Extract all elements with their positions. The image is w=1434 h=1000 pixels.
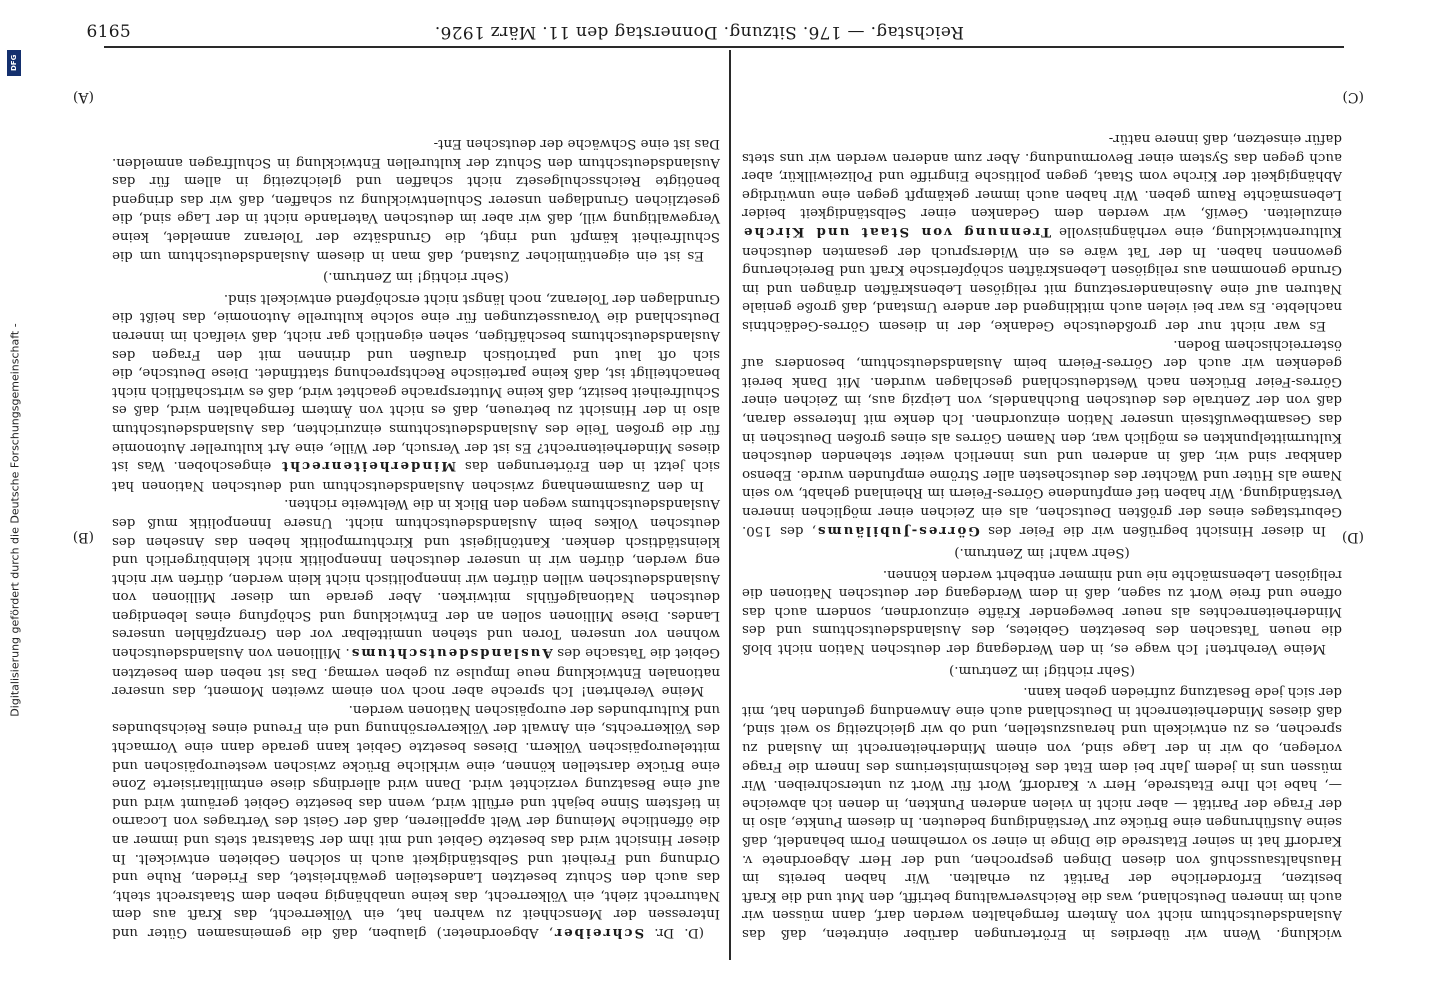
right-paragraph-4 bbox=[742, 128, 1342, 334]
right-column bbox=[742, 58, 1342, 942]
left-paragraph-2-text: Meine Verehrten! Ich spreche aber noch von einem zweiten Moment, das unserer nationalen Entwicklung neue Impulse zu geben vermag. Das ist neben dem besetzten Gebiet die Tatsache des bbox=[112, 645, 720, 699]
keyword-goerres-jubilaeum: Görres-Jubiläums bbox=[815, 522, 980, 539]
right-paragraph-3-rest: , des 150. Geburtstages eines der größten Deutschen, als ein Zeichen einer möglichen inneren Verständigung. Wir haben tief empfundene Görres-Feiern im Rheinland gehabt, wo sein Name als Hüter und Wächter des deutschesten aller Ströme empfunden wurde. Ebenso dankbar sind wir, daß in anderen und uns innerlich weiter stehenden deutschen Kulturmittelpunkten es möglich war, den Namen Görres als eines großen Deutschen in das Gesamtbewußtsein unserer Nation einzuordnen. Ich denke mit Interesse daran, daß von der Zentrale des deutschen Buchhandels, von Leipzig aus, im Zeichen einer Görres-Feier Brücken nach Westdeutschland geschlagen wurden. Mit Dank bereit gedenken wir auch der Görres-Feiern beim Auslandsdeutschtum, besonders auf österreichischem Boden. bbox=[742, 336, 1342, 538]
speaker-prefix: (D. Dr. bbox=[644, 925, 704, 940]
margin-letter-c: (C) bbox=[1342, 89, 1364, 105]
right-paragraph-3-text: In dieser Hinsicht begrüßen wir die Feier des bbox=[988, 522, 1326, 538]
footer-text: Digitalisierung gefördert durch die Deutsche Forschungsgemeinschaft - bbox=[8, 323, 22, 717]
margin-letter-b: (B) bbox=[72, 529, 94, 545]
right-paragraph-2: Meine Verehrten! Ich wage es, in den Werdegang der deutschen Nation nicht bloß die neuen Tatsachen des besetzten Gebietes, des Auslandsdeutschtums und des Minderheitenrechtes als neuer bewegender Kräfte einzuordnen, sondern auch das offene und freie Wort zu sagen, daß in dem Werdegang der deutschen Nationen die religiösen Lebensmächte nie und nimmer entbehrt werden können. bbox=[742, 566, 1342, 657]
left-paragraph-2 bbox=[112, 494, 720, 700]
keyword-trennung-staat-kirche: Trennung von Staat und Kirche bbox=[742, 224, 1052, 241]
page-number: 6165 bbox=[86, 22, 131, 42]
left-paragraph-3 bbox=[112, 288, 720, 494]
header-rule bbox=[104, 47, 1344, 49]
left-paragraph-2-rest: . Millionen von Auslandsdeutschen wohnen vor unseren Toren und stehen unmittelbar vor den Grenzpfählen unseres Landes. Diese Millionen sollen an der Entwicklung und Schöpfung eines lebendigen deutschen Nationalgefühls mitwirken. Aber gerade um dieser Millionen von Auslandsdeutschen willen dürfen wir innenpolitisch nicht klein werden, dürfen wir nicht eng werden, dürfen wir in unserer deutschen Innenpolitik nicht kleinbürgerlich und kleinstädtisch denken. Kantönligeist und Kirchturmpolitik heben das Ansehen des deutschen Volkes beim Auslandsdeutschtum nicht. Unsere Innenpolitik muß des Auslandsdeutschtums wegen den Blick in die Weltweite richten. bbox=[112, 496, 720, 661]
right-applause-1: (Sehr richtig! im Zentrum.) bbox=[949, 662, 1135, 678]
dfg-logo: DFG bbox=[7, 50, 21, 76]
left-paragraph-3-rest: eingeschoben. Was ist dieses Minderheitenrecht? Es ist der Versuch, der Wille, eine Art kultureller Autonomie für die großen Teile des Auslandsdeutschtums einzurichten, das Auslandsdeutschtum also in der Hinsicht zu betreuen, daß es nicht von Ämtern ferngehalten wird, daß es Schulfreiheit besitzt, daß keine Muttersprache geachtet wird, daß es wirtschaftlich nicht benachteiligt ist, daß keine parteiische Rechtsprechung stattfindet. Diese Deutsche, die sich oft laut und patriotisch draußen und drinnen mit den Fragen des Auslandsdeutschtums beschäftigen, sehen eigentlich gar nicht, daß vielfach im inneren Deutschland die Voraussetzungen für eine solche kulturelle Autonomie, das heißt die Grundlagen der Toleranz, noch längst nicht erschöpfend entwickelt sind. bbox=[112, 290, 720, 474]
margin-letter-a: (A) bbox=[72, 89, 94, 105]
right-applause-2: (Sehr wahr! im Zentrum.) bbox=[954, 545, 1130, 561]
right-paragraph-4-rest: einzuleiten. Gewiß, wir werden dem Gedanken einer Selbständigkeit beider Lebensmächte Raum geben. Wir haben auch immer gekämpft gegen eine unwürdige Abhängigkeit der Kirche vom Staat, gegen politische Eingriffe und Polizeiwillkür, aber auch gegen das System einer Bevormundung. Aber zum anderen werden wir uns stets dafür einsetzen, daß innere natür- bbox=[742, 131, 1342, 221]
keyword-minderheitenrecht: Minderheitenrecht bbox=[280, 458, 457, 475]
left-column bbox=[112, 58, 720, 942]
running-head-text: Reichstag. — 176. Sitzung. Donnerstag den 11. März 1926. bbox=[434, 22, 964, 42]
running-head bbox=[435, 22, 964, 42]
left-paragraph-1 bbox=[112, 699, 720, 942]
digitization-footer bbox=[4, 50, 26, 990]
column-divider bbox=[730, 50, 732, 960]
right-paragraph-3 bbox=[742, 334, 1342, 540]
keyword-auslandsdeutschtum: Auslandsdeutschtums bbox=[349, 645, 553, 662]
left-applause-1: (Sehr richtig! im Zentrum.) bbox=[323, 269, 509, 285]
margin-letter-d: (D) bbox=[1341, 529, 1364, 545]
left-paragraph-4: Es ist ein eigentümlicher Zustand, daß man in diesem Auslandsdeutschtum um die Schulfreiheit kämpft und ringt, die Grundsätze der Toleranz anmeldet, keine Vergewaltigung will, daß wir aber im deutschen Vaterlande nicht in der Lage sind, die gesetzlichen Grundlagen unserer Schulentwicklung zu schaffen, daß wir das dringend benötigte Reichsschulgesetz nicht schaffen und gleichzeitig in allem für das Auslandsdeutschtum den Schutz der kulturellen Entwicklung in Schulfragen anmelden. Das ist eine Schwäche der deutschen Ent- bbox=[112, 136, 720, 263]
left-paragraph-3-text: In den Zusammenhang zwischen Auslandsdeutschtum und deutschen Nationen hat sich jetzt in den Erörterungen das bbox=[112, 458, 720, 493]
right-paragraph-1: wicklung. Wenn wir überdies in Erörterungen darüber eintreten, daß das Auslandsdeutschtum nicht von Ämtern ferngehalten werden darf, dann müssen wir auch im inneren Deutschland, was die Reichsverwaltung betrifft, den Mut und die Kraft besitzen, Erforderliche der Parität zu erhalten. Wir haben bereits im Haushaltsausschuß von diesen Dingen gesprochen, und der Herr Abgeordnete v. Kardorff hat in seiner Etatsrede die Dinge in einer so vornehmen Form behandelt, daß seine Ausführungen eine Brücke zur Verständigung bedeuten. In diesem Punkte, also in der Frage der Parität — aber nicht in vielen anderen Punkten, in denen ich abweiche —, habe ich Ihre Etatsrede, Herr v. Kardorff, Wort für Wort zu unterschreiben. Wir müssen uns in jedem Jahr bei dem Etat des Reichsministeriums des Innern die Frage vorlegen, ob wir in der Lage sind, von einem Minderheitenrecht im Ausland zu sprechen, es zu entwickeln und herauszustellen, und ob wir gleichzeitig so weit sind, daß dieses Minderheitenrecht in Deutschland auch eine Anwendung gefunden hat, mit der sich jede Besatzung zufrieden geben kann. bbox=[742, 684, 1342, 941]
speaker-name: Schreiber bbox=[552, 925, 645, 941]
left-paragraph-1-text: , Abgeordneter.) glauben, daß die gemeinsamen Güter und Interessen der Menschheit zu wahren hat, ein Völkerrecht, das Kraft aus dem Naturrecht zieht, ein Völkerrecht, das keine unabhängig neben dem Staatsrecht steht, das auch den Schutz besetzten Landesteilen gewährleistet, das Frieden, Ruhe und Ordnung und Freiheit und Selbständigkeit auch in solchen Gebieten entwickelt. In dieser Hinsicht wird das besetzte Gebiet und mit ihm der Staatsrat stets und immer an die öffentliche Meinung der Welt appellieren, daß der Geist des Vertrages von Locarno in tiefstem Sinne bejaht und erfüllt wird, wenn das besetzte Gebiet geräumt wird und auf eine Besatzung verzichtet wird. Dann wird allerdings diese entmilitarisierte Zone eine Brücke darstellen können, eine wirkliche Brücke zwischen westeuropäischen und mitteleuropäischen Völkern. Dieses besetzte Gebiet kann gerade dann eine Vormacht des Völkerrechts, ein Anwalt der Völkerversöhnung und ein Freund eines Reichsbundes und Kulturbundes der europäischen Nationen werden. bbox=[112, 701, 720, 940]
right-paragraph-4-text: Es war nicht nur der großdeutsche Gedanke, der in diesem Görres-Gedächtnis nachlebte. Es war bei vielen auch mitklingend der andere Umstand, daß große geniale Naturen auf eine Auseinandersetzung mit religiösen Lebenskräften drängen und im Grunde genommen aus religiösen Lebenskräften schöpferische Kraft und Bereicherung gewonnen haben. In der Tat wäre es ein Widerspruch der gesamten deutschen Kulturentwicklung, eine verhängnisvolle bbox=[742, 224, 1342, 333]
